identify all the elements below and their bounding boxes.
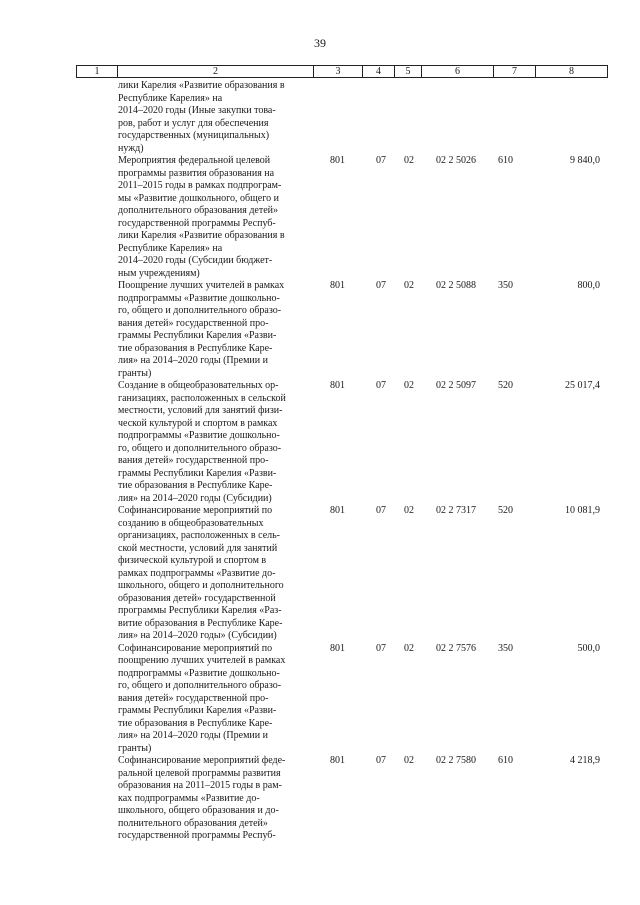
row-rz: 801 (330, 280, 345, 291)
row-cs: 02 (404, 155, 414, 166)
row-vr: 520 (498, 505, 513, 516)
row-description: лики Карелия «Развитие образования в Республике Карелия» на 2014–2020 годы (Иные закупки това- ров, работ и услуг для обеспечения государственных (муниципальных) нужд) (118, 80, 285, 154)
header-col-4: 4 (362, 66, 394, 77)
row-description: Софинансирование мероприятий по созданию в общеобразовательных организациях, расположенных в сель- ской местности, условий для занятий физической культурой и спортом в рамках подпрограммы «Развитие до- школьного, общего и дополнительного образования детей» государственной программы Республики Карелия «Раз- витие образования в Республике Каре- лия» на 2014–2020 годы» (Субсидии) (118, 505, 284, 641)
row-description: Создание в общеобразовательных ор- ганизациях, расположенных в сельской местности, условий для занятий физи- ческой культурой и спортом в рамках подпрограммы «Развитие дошкольно- го, общего и дополнительного образо- вания детей» государственной про- граммы Республики Карелия «Разви- тие образования в Республике Каре- лия» на 2014–2020 годы (Субсидии) (118, 380, 286, 504)
table-row (0, 155, 640, 280)
table-row (0, 380, 640, 505)
row-sum: 4 218,9 (570, 755, 600, 766)
row-sum: 25 017,4 (565, 380, 600, 391)
table-row (0, 280, 640, 380)
table-row (0, 505, 640, 643)
row-description: Мероприятия федеральной целевой программы развития образования на 2011–2015 годы в рамках подпрограм- мы «Развитие дошкольного, общего и дополнительного образования детей» государственной программы Респуб- лики Карелия «Развитие образования в Республике Карелия» на 2014–2020 годы (Субсидии бюджет- ным учреждениям) (118, 155, 285, 279)
row-pr: 07 (376, 755, 386, 766)
table-body (0, 80, 640, 843)
row-rz: 801 (330, 505, 345, 516)
header-col-6: 6 (421, 66, 493, 77)
header-col-1: 1 (94, 66, 100, 77)
row-cs: 02 (404, 280, 414, 291)
row-csr: 02 2 7580 (436, 755, 476, 766)
row-csr: 02 2 5088 (436, 280, 476, 291)
row-rz: 801 (330, 642, 345, 654)
header-col-7: 7 (493, 66, 535, 77)
row-pr: 07 (376, 155, 386, 166)
table-header (76, 65, 608, 78)
header-col-2: 2 (117, 66, 313, 77)
row-cs: 02 (404, 505, 414, 516)
row-vr: 610 (498, 755, 513, 766)
table-row (0, 643, 640, 756)
page-number: 39 (314, 36, 326, 50)
row-cs: 02 (404, 380, 414, 391)
row-sum: 500,0 (577, 642, 600, 654)
row-sum: 9 840,0 (570, 155, 600, 166)
row-csr: 02 2 7317 (436, 505, 476, 516)
row-sum: 800,0 (577, 280, 600, 291)
row-csr: 02 2 5097 (436, 380, 476, 391)
row-cs: 02 (404, 642, 414, 654)
row-pr: 07 (376, 505, 386, 516)
row-vr: 350 (498, 280, 513, 291)
row-vr: 520 (498, 380, 513, 391)
row-pr: 07 (376, 642, 386, 654)
row-sum: 10 081,9 (565, 505, 600, 516)
row-description: Софинансирование мероприятий по поощрению лучших учителей в рамках подпрограммы «Развитие дошкольно- го, общего и дополнительного образо- вания детей» государственной про- граммы Республики Карелия «Разви- тие образования в Республике Каре- лия» на 2014–2020 годы (Премии и гранты) (118, 642, 286, 754)
row-pr: 07 (376, 380, 386, 391)
row-rz: 801 (330, 155, 345, 166)
row-description: Софинансирование мероприятий феде- ральной целевой программы развития образования на 2011–2015 годы в рам- ках подпрограммы «Развитие до- школьного, общего образования и до- полнительного образования детей» государственной программы Респуб- (118, 755, 286, 841)
table-row (0, 80, 640, 155)
row-description: Поощрение лучших учителей в рамках подпрограммы «Развитие дошкольно- го, общего и дополнительного образо- вания детей» государственной про- граммы Республики Карелия «Разви- тие образования в Республике Каре- лия» на 2014–2020 годы (Премии и гранты) (118, 280, 285, 379)
row-csr: 02 2 7576 (436, 642, 476, 654)
row-vr: 610 (498, 155, 513, 166)
header-col-8: 8 (535, 66, 607, 77)
row-rz: 801 (330, 380, 345, 391)
row-pr: 07 (376, 280, 386, 291)
row-vr: 350 (498, 642, 513, 654)
row-csr: 02 2 5026 (436, 155, 476, 166)
header-col-3: 3 (313, 66, 362, 77)
header-col-5: 5 (394, 66, 421, 77)
row-cs: 02 (404, 755, 414, 766)
table-row (0, 755, 640, 843)
row-rz: 801 (330, 755, 345, 766)
